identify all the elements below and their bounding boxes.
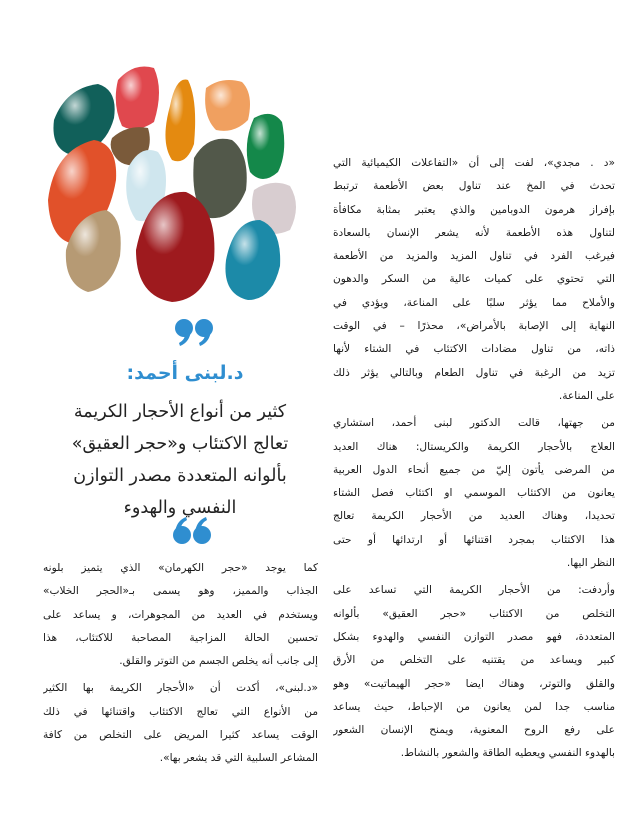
- article-paragraph: [43, 677, 318, 770]
- text-line: وأردفت: من الأحجار الكريمة التي تساعد على: [333, 584, 615, 597]
- text-line: النهاية إلى الإصابة بالأمراض»، محذرًا – في الوقت: [333, 320, 615, 333]
- text-line: التي تحتوي على كميات عالية من السكر والدهون: [333, 273, 615, 286]
- text-line: العلاج بالأحجار الكريمة والكريستال: هناك العديد: [333, 440, 615, 453]
- article-paragraph: [333, 152, 615, 408]
- pull-quote-line: بألوانه المتعددة مصدر التوازن: [73, 466, 287, 486]
- text-line: هذا الاكتئاب بمجرد اقتنائها أو ارتدائها أو حتى: [333, 533, 615, 546]
- text-line: بإفراز هرمون الدوبامين والذي يعتبر بمثابة مكافأة: [333, 203, 615, 216]
- text-line: الوقت يساعد كثيرا المريض على التخلص من كافة: [43, 729, 318, 742]
- gemstones-image: [36, 60, 308, 306]
- text-line: التخلص من الاكتئاب «حجر العقيق» بألوانه: [333, 607, 615, 620]
- article-paragraph: [333, 412, 615, 575]
- text-line: تزيد من الرغبة في تناول الطعام وبالتالي يؤثر ذلك: [333, 366, 615, 379]
- text-line: المشاعر السلبية التي قد يشعر بها».: [159, 752, 318, 765]
- text-line: من المرضى يأتون إليّ من جميع أنحاء الدول العربية: [333, 463, 615, 476]
- quote-open-icon: [172, 318, 216, 348]
- text-line: مناسب جدا لمن يعانون من الإحباط، حيث يساعد: [333, 700, 615, 713]
- pull-quote-line: النفسي والهدوء: [123, 498, 237, 518]
- text-line: والقلق والتوتر، وهناك ايضا «حجر الهيماتيت» وهو: [333, 677, 615, 690]
- text-line: على رفع الروح المعنوية، ويمنح الإنسان الشعور: [333, 724, 615, 737]
- text-line: على المناعة.: [558, 389, 615, 402]
- article-paragraph: [333, 579, 615, 765]
- quote-close-icon: [170, 515, 214, 545]
- text-line: ويستخدم في العديد من المجوهرات، و يساعد على: [43, 608, 318, 621]
- article-column-right: [333, 152, 615, 766]
- pull-quote-line: تعالج الاكتئاب و«حجر العقيق»: [71, 434, 289, 454]
- pull-quote-line: كثير من أنواع الأحجار الكريمة: [73, 402, 287, 422]
- text-line: يعانون من الاكتئاب الموسمي او اكتئاب فصل الشتاء: [333, 487, 615, 500]
- text-line: الجذاب والمميز، وهو يسمى بـ«الحجر الخلاب»: [43, 585, 318, 598]
- text-line: لتناول هذه الأطعمة لأنه يشعر الإنسان بالسعادة: [333, 226, 615, 239]
- text-line: كبير ويساعد من يقتنيه على التخلص من الأرق: [333, 654, 615, 667]
- text-line: من جهتها، قالت الدكتور لبنى أحمد، استشاري: [333, 417, 615, 430]
- article-paragraph: [43, 557, 318, 673]
- pull-quote-speaker: د.لبنى أحمد:: [126, 362, 244, 384]
- text-line: كما يوجد «حجر الكهرمان» الذي يتميز بلونه: [43, 562, 318, 574]
- text-line: تحديدا، وهناك العديد من الأحجار الكريمة تعالج: [333, 510, 615, 523]
- text-line: «د . مجدي»، لفت إلى أن «التفاعلات الكيميائية التي: [333, 157, 615, 169]
- text-line: والأملاح مما يؤثر سلبًا على المناعة، ويؤدي في: [333, 296, 615, 309]
- article-column-left: [43, 557, 318, 771]
- text-line: تحدث في المخ عند تناول بعض الأطعمة ترتبط: [333, 180, 615, 193]
- text-line: فيرغب الفرد في تناول المزيد والمزيد من الأطعمة: [333, 250, 615, 263]
- text-line: إلى جانب أنه يخلص الجسم من التوتر والقلق.: [119, 655, 318, 668]
- text-line: «د.لبنى»، أكدت أن «الأحجار الكريمة بها الكثير: [43, 682, 318, 695]
- text-line: ذاته، من تناول مضادات الاكتئاب في الشتاء لأنها: [333, 343, 615, 356]
- pull-quote-text: [30, 396, 330, 524]
- text-line: تحسين الحالة المزاجية المصاحبة للاكتئاب، هذا: [43, 631, 318, 644]
- text-line: المتعددة، فهو مصدر التوازن النفسي والهدوء بشكل: [333, 630, 615, 643]
- text-line: بالهدوء النفسي ويعطيه الطاقة والشعور بالنشاط.: [400, 747, 615, 760]
- text-line: النظر اليها.: [566, 557, 615, 570]
- text-line: من الأنواع التي تعالج الاكتئاب واقتنائها في ذلك: [43, 705, 318, 718]
